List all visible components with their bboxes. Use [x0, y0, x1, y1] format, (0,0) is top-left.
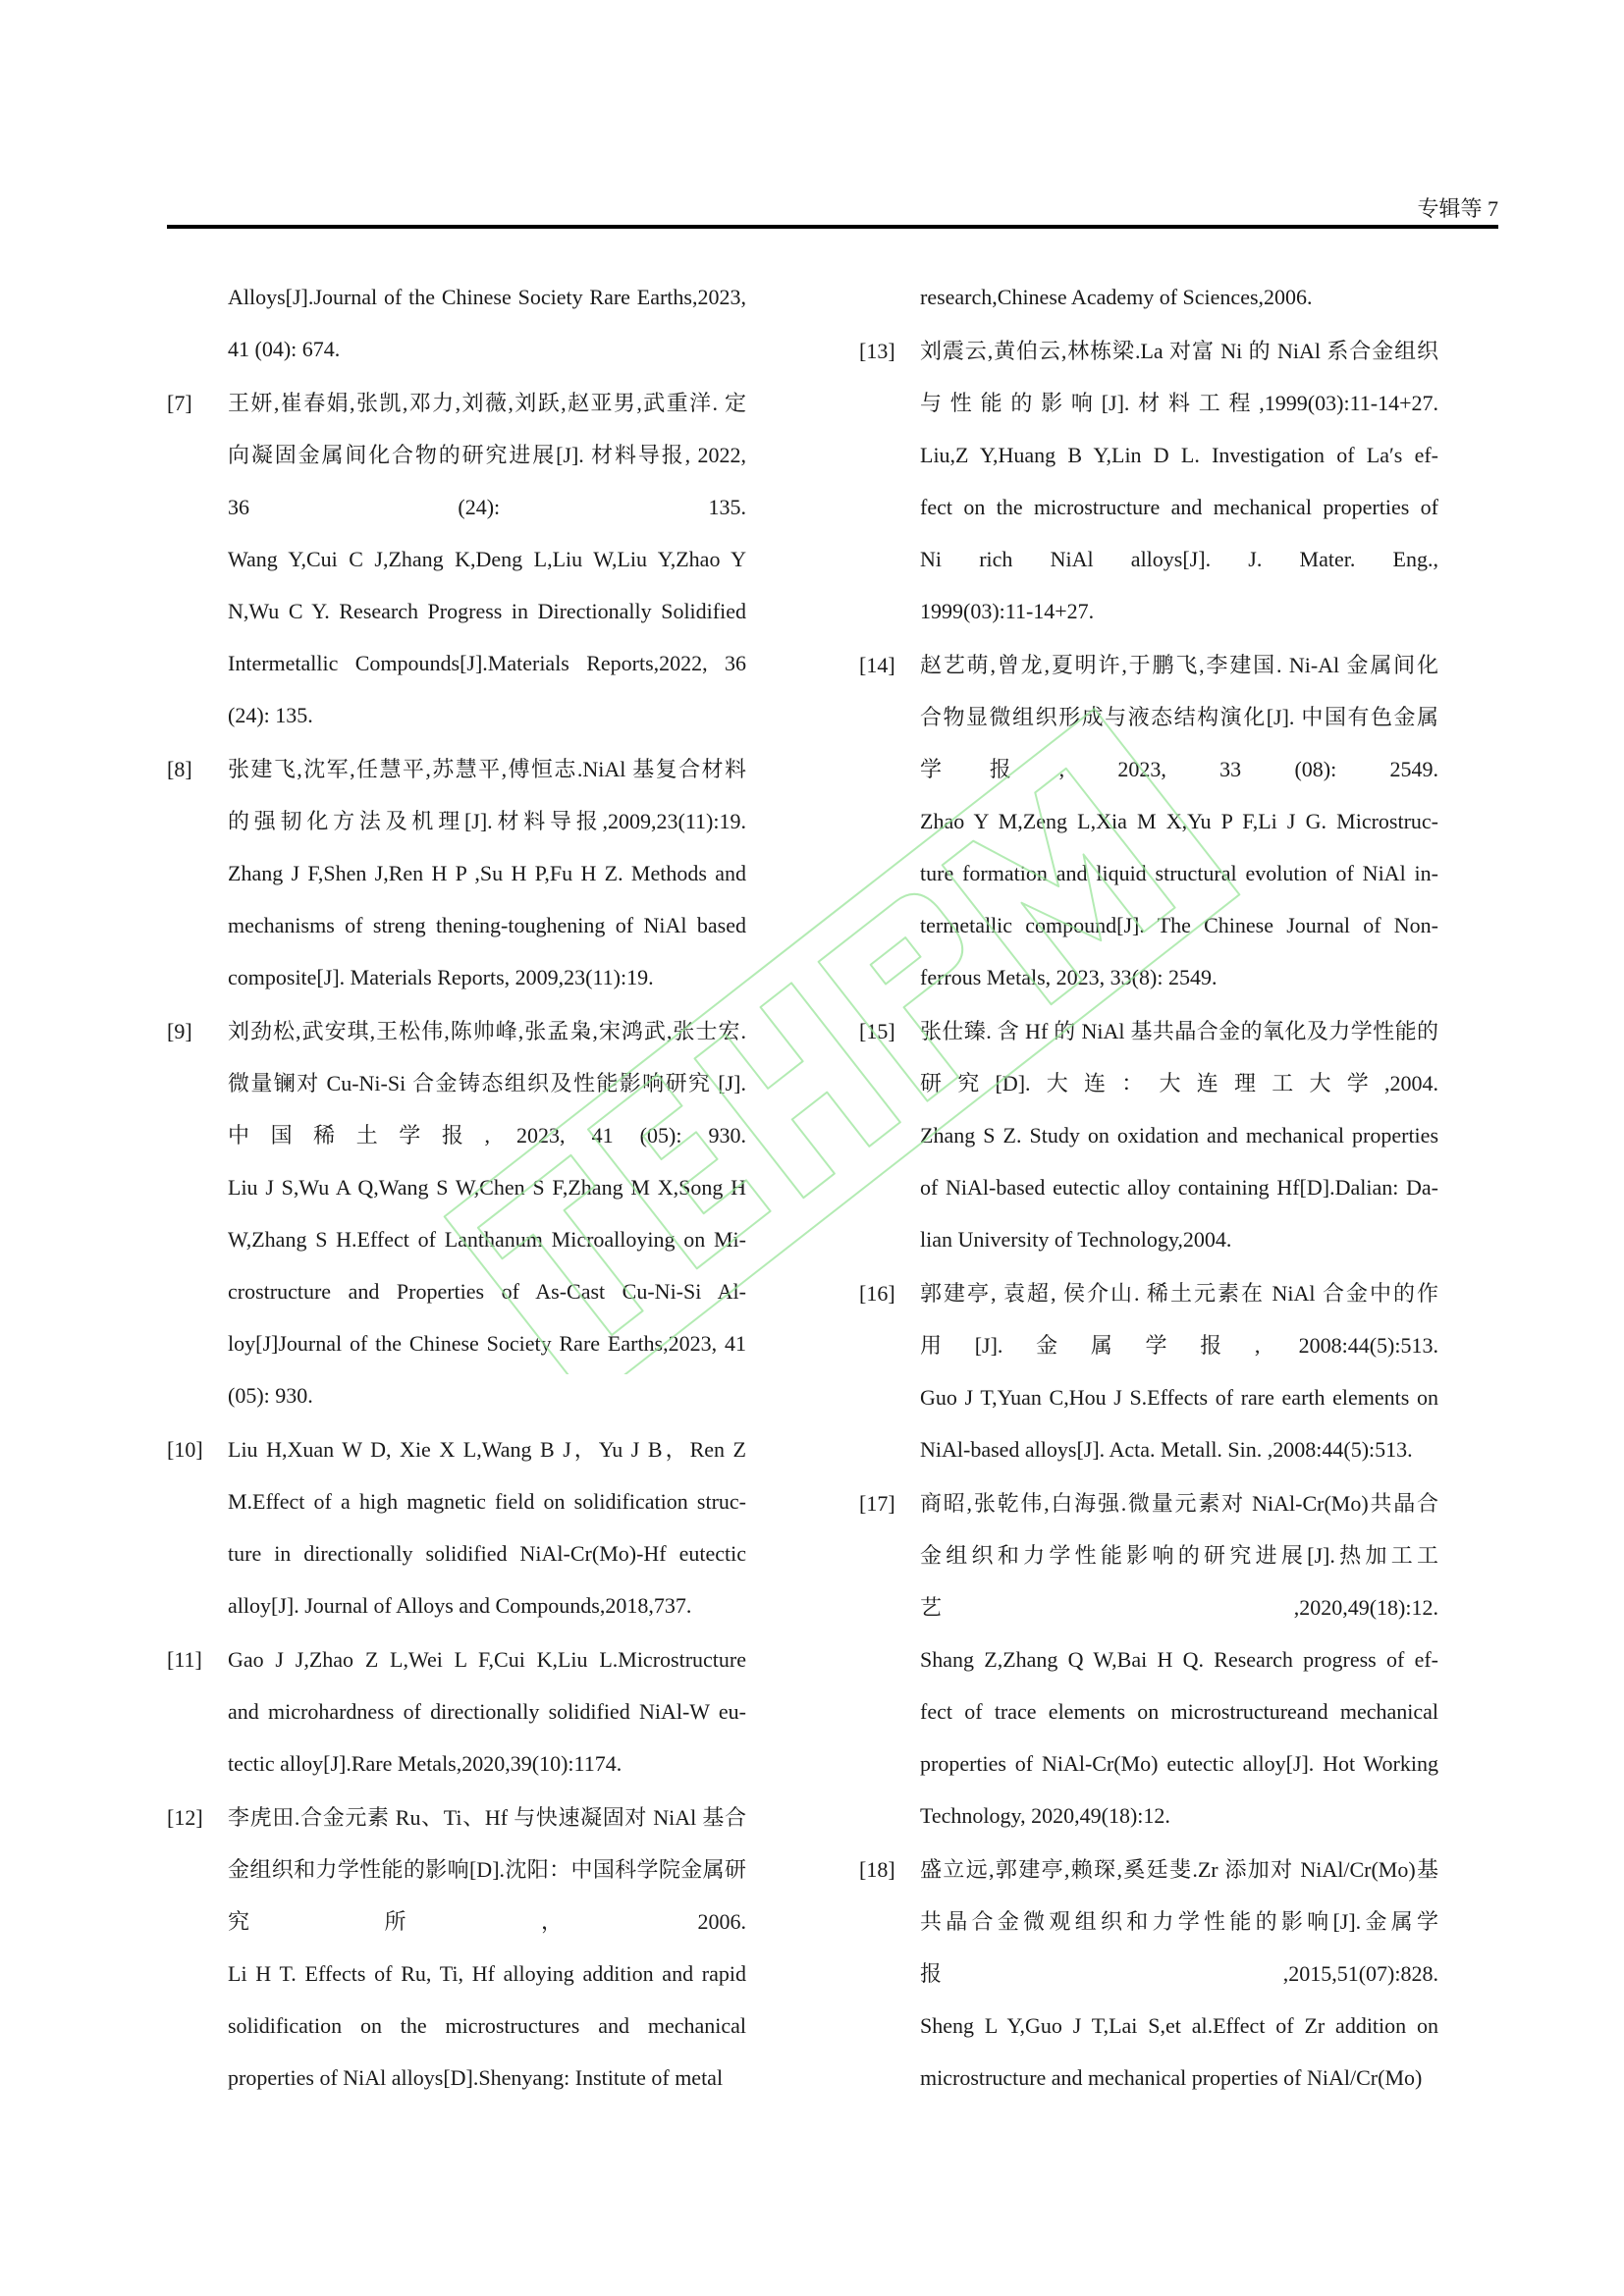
reference-number: [11]: [167, 1647, 202, 1672]
reference-text-line: N,Wu C Y. Research Progress in Directionally Solidified: [228, 599, 746, 623]
reference-text-line: 中国稀土学报, 2023, 41 (05): 930.: [228, 1123, 746, 1148]
reference-text-line: 究所，2006.: [228, 1909, 746, 1934]
reference-text-line: 张建飞,沈军,任慧平,苏慧平,傅恒志.NiAl 基复合材料: [228, 757, 746, 781]
reference-text-line: 郭建亭, 袁超, 侯介山. 稀土元素在 NiAl 合金中的作: [920, 1281, 1438, 1306]
reference-entry: [859, 639, 1438, 1003]
reference-number: [7]: [167, 391, 192, 415]
reference-text-line: Sheng L Y,Guo J T,Lai S,et al.Effect of Zr addition on: [920, 2013, 1438, 2038]
reference-text-line: W,Zhang S H.Effect of Lanthanum Microalloying on Mi-: [228, 1227, 746, 1252]
reference-column-left: [167, 271, 746, 2106]
reference-text-line: 41 (04): 674.: [228, 337, 341, 361]
reference-text-line: 刘劲松,武安琪,王松伟,陈帅峰,张孟枭,宋鸿武,张士宏.: [228, 1019, 746, 1043]
reference-text-line: Technology, 2020,49(18):12.: [920, 1803, 1170, 1828]
reference-text-line: 赵艺萌,曾龙,夏明许,于鹏飞,李建国. Ni-Al 金属间化: [920, 653, 1438, 677]
reference-text-line: properties of NiAl alloys[D].Shenyang: Institute of metal: [228, 2065, 724, 2090]
reference-text-line: 李虎田.合金元素 Ru、Ti、Hf 与快速凝固对 NiAl 基合: [228, 1805, 746, 1830]
reference-text-line: 刘震云,黄伯云,林栋梁.La 对富 Ni 的 NiAl 系合金组织: [920, 339, 1438, 363]
reference-text-line: solidification on the microstructures and mechanical: [228, 2013, 746, 2038]
reference-text-line: crostructure and Properties of As-Cast Cu-Ni-Si Al-: [228, 1279, 746, 1304]
reference-number: [12]: [167, 1805, 203, 1830]
reference-text-line: 商昭,张乾伟,白海强.微量元素对 NiAl-Cr(Mo)共晶合: [920, 1491, 1438, 1516]
reference-number: [14]: [859, 653, 895, 677]
reference-text-line: Gao J J,Zhao Z L,Wei L F,Cui K,Liu L.Microstructure: [228, 1647, 746, 1672]
reference-entry: [167, 743, 746, 1003]
reference-text-line: M.Effect of a high magnetic field on solidification struc-: [228, 1489, 746, 1514]
reference-text-line: Liu,Z Y,Huang B Y,Lin D L. Investigation of La′s ef-: [920, 443, 1438, 467]
reference-text-line: Guo J T,Yuan C,Hou J S.Effects of rare earth elements on: [920, 1385, 1438, 1410]
reference-text-line: ferrous Metals, 2023, 33(8): 2549.: [920, 965, 1218, 989]
reference-text-line: 盛立远,郭建亭,赖琛,奚廷斐.Zr 添加对 NiAl/Cr(Mo)基: [920, 1857, 1438, 1882]
reference-text-line: (05): 930.: [228, 1383, 313, 1408]
reference-entry: [859, 1267, 1438, 1475]
reference-text-line: Zhao Y M,Zeng L,Xia M X,Yu P F,Li J G. Microstruc-: [920, 809, 1438, 833]
reference-entry: [859, 1477, 1438, 1842]
reference-text-line: 金组织和力学性能影响的研究进展[J].热加工工: [920, 1543, 1438, 1568]
reference-text-line: ture formation and liquid structural evolution of NiAl in-: [920, 861, 1438, 885]
reference-number: [8]: [167, 757, 192, 781]
reference-text-line: Shang Z,Zhang Q W,Bai H Q. Research progress of ef-: [920, 1647, 1438, 1672]
reference-text-line: ture in directionally solidified NiAl-Cr(Mo)-Hf eutectic: [228, 1541, 746, 1566]
reference-text-line: properties of NiAl-Cr(Mo) eutectic alloy[J]. Hot Working: [920, 1751, 1438, 1776]
reference-text-line: alloy[J]. Journal of Alloys and Compounds,2018,737.: [228, 1593, 692, 1618]
reference-text-line: 王妍,崔春娟,张凯,邓力,刘薇,刘跃,赵亚男,武重洋. 定: [228, 391, 746, 415]
reference-text-line: 研究[D].大连：大连理工大学,2004.: [920, 1071, 1438, 1095]
reference-text-line: Intermetallic Compounds[J].Materials Reports,2022, 36: [228, 651, 746, 675]
reference-text-line: Li H T. Effects of Ru, Ti, Hf alloying addition and rapid: [228, 1961, 746, 1986]
reference-text-line: Liu H,Xuan W D, Xie X L,Wang B J，Yu J B，Ren Z: [228, 1437, 746, 1462]
reference-text-line: fect on the microstructure and mechanical properties of: [920, 495, 1438, 519]
reference-text-line: Liu J S,Wu A Q,Wang S W,Chen S F,Zhang M X,Song H: [228, 1175, 746, 1200]
reference-text-line: termetallic compound[J]. The Chinese Journal of Non-: [920, 913, 1438, 937]
reference-text-line: 金组织和力学性能的影响[D].沈阳：中国科学院金属研: [228, 1857, 746, 1882]
reference-text-line: (24): 135.: [228, 703, 313, 727]
reference-text-line: of NiAl-based eutectic alloy containing Hf[D].Dalian: Da-: [920, 1175, 1438, 1200]
reference-entry: [859, 271, 1438, 323]
reference-text-line: mechanisms of streng thening-toughening of NiAl based: [228, 913, 746, 937]
reference-text-line: 1999(03):11-14+27.: [920, 599, 1095, 623]
reference-entry: [167, 1633, 746, 1789]
reference-text-line: tectic alloy[J].Rare Metals,2020,39(10):1174.: [228, 1751, 623, 1776]
reference-entry: [167, 1791, 746, 2104]
reference-text-line: microstructure and mechanical properties of NiAl/Cr(Mo): [920, 2065, 1423, 2090]
running-header: 专辑等 7: [1417, 196, 1498, 221]
reference-text-line: 微量镧对 Cu-Ni-Si 合金铸态组织及性能影响研究 [J].: [228, 1071, 746, 1095]
reference-entry: [859, 325, 1438, 637]
reference-text-line: loy[J]Journal of the Chinese Society Rare Earths,2023, 41: [228, 1331, 746, 1356]
reference-number: [13]: [859, 339, 895, 363]
reference-text-line: 用[J].金属学报, 2008:44(5):513.: [920, 1333, 1438, 1358]
reference-number: [10]: [167, 1437, 203, 1462]
header-rule: [167, 225, 1498, 229]
reference-text-line: 艺,2020,49(18):12.: [920, 1595, 1438, 1620]
reference-text-line: research,Chinese Academy of Sciences,2006.: [920, 285, 1313, 309]
reference-entry: [167, 271, 746, 375]
reference-number: [17]: [859, 1491, 895, 1516]
reference-number: [16]: [859, 1281, 895, 1306]
reference-text-line: Alloys[J].Journal of the Chinese Society Rare Earths,2023,: [228, 285, 746, 309]
reference-entry: [859, 1005, 1438, 1265]
reference-column-right: [859, 271, 1438, 2106]
reference-number: [9]: [167, 1019, 192, 1043]
reference-text-line: Ni rich NiAl alloys[J]. J. Mater. Eng.,: [920, 547, 1438, 571]
reference-text-line: 学报, 2023, 33 (08): 2549.: [920, 757, 1438, 781]
reference-text-line: 向凝固金属间化合物的研究进展[J]. 材料导报, 2022,: [228, 443, 746, 467]
reference-entry: [859, 1843, 1438, 2104]
reference-text-line: NiAl-based alloys[J]. Acta. Metall. Sin. ,2008:44(5):513.: [920, 1437, 1413, 1462]
reference-text-line: 36 (24): 135.: [228, 495, 746, 519]
reference-text-line: 报,2015,51(07):828.: [920, 1961, 1438, 1986]
reference-text-line: fect of trace elements on microstructureand mechanical: [920, 1699, 1438, 1724]
reference-text-line: composite[J]. Materials Reports, 2009,23(11):19.: [228, 965, 654, 989]
reference-text-line: 共晶合金微观组织和力学性能的影响[J].金属学: [920, 1909, 1438, 1934]
reference-text-line: Zhang J F,Shen J,Ren H P ,Su H P,Fu H Z. Methods and: [228, 861, 746, 885]
reference-text-line: Wang Y,Cui C J,Zhang K,Deng L,Liu W,Liu Y,Zhao Y: [228, 547, 746, 571]
reference-number: [18]: [859, 1857, 895, 1882]
reference-text-line: and microhardness of directionally solidified NiAl-W eu-: [228, 1699, 746, 1724]
reference-text-line: lian University of Technology,2004.: [920, 1227, 1232, 1252]
reference-entry: [167, 377, 746, 741]
reference-text-line: 合物显微组织形成与液态结构演化[J]. 中国有色金属: [920, 705, 1438, 729]
reference-entry: [167, 1005, 746, 1421]
reference-number: [15]: [859, 1019, 895, 1043]
reference-text-line: 张仕臻. 含 Hf 的 NiAl 基共晶合金的氧化及力学性能的: [920, 1019, 1438, 1043]
reference-text-line: 的强韧化方法及机理[J].材料导报,2009,23(11):19.: [228, 809, 746, 833]
reference-text-line: Zhang S Z. Study on oxidation and mechanical properties: [920, 1123, 1438, 1148]
reference-text-line: 与性能的影响[J].材料工程,1999(03):11-14+27.: [920, 391, 1438, 415]
reference-entry: [167, 1423, 746, 1631]
